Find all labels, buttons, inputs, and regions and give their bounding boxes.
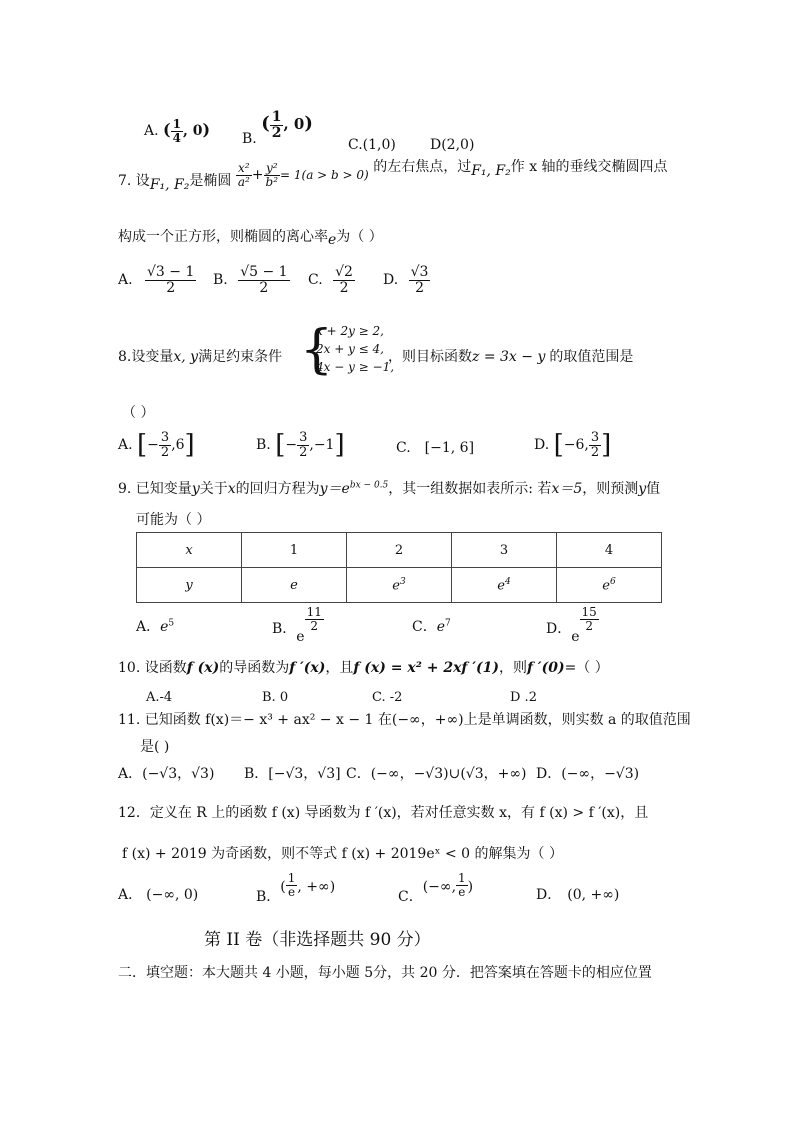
- q9-line2: 可能为（ ）: [136, 512, 211, 528]
- q7-option-c: C. $\frac{√2}{2}$: [308, 264, 353, 296]
- q11-line2: 是( ): [140, 739, 170, 755]
- table-row: [137, 533, 662, 568]
- q11-option-d: D．(−∞，−√3): [536, 766, 640, 782]
- q9-option-d: D．e $\frac{15}{2}$: [546, 605, 597, 646]
- section-2-title: 第 II 卷（非选择题共 90 分）: [204, 930, 431, 950]
- fill-in-heading: 二．填空题：本大题共 4 小题，每小题 5分，共 20 分．把答案填在答题卡的相应位置: [118, 965, 652, 981]
- q7-option-a: A. $\frac{√3 - 1}{2}$: [118, 264, 195, 296]
- q11-option-c: C．(−∞，−√3)∪(√3，+∞): [346, 766, 527, 782]
- q10-option-b: B. 0: [262, 690, 289, 705]
- q10-option-d: D .2: [510, 690, 537, 705]
- q8-option-a: A. [− $\frac{3}{2}$ ,6]: [118, 429, 195, 460]
- q12-line2: f (x) + 2019 为奇函数，则不等式 f (x) + 2019eˣ < 0 的解集为（ ）: [122, 846, 563, 862]
- table-cell: y: [137, 568, 242, 603]
- q11-option-b: B．[−√3，√3]: [244, 766, 341, 782]
- q7-option-b: B. $\frac{√5 - 1}{2}$: [213, 264, 288, 296]
- table-cell: 3: [452, 533, 557, 568]
- q8-answer-paren: （ ）: [122, 405, 155, 421]
- q12-option-b: B．( $\frac{1}{e}$ , +∞): [256, 871, 336, 906]
- table-cell: x: [137, 533, 242, 568]
- q12-option-d: D． (0, +∞): [536, 887, 620, 903]
- q9-option-b: B．e $\frac{11}{2}$: [272, 605, 322, 646]
- table-row: [137, 568, 662, 603]
- q12-option-c: C．(−∞, $\frac{1}{e}$ ): [398, 871, 474, 906]
- table-cell: e: [242, 568, 347, 603]
- table-cell: 4: [557, 533, 662, 568]
- q8-option-d: D. [−6, $\frac{3}{2}$ ]: [534, 429, 612, 460]
- q7-line2: 构成一个正方形，则椭圆的离心率e为（ ）: [118, 229, 383, 248]
- q8-option-c: C. [−1, 6]: [396, 440, 475, 456]
- q11-option-a: A．(−√3，√3): [118, 766, 215, 782]
- q6-option-a: A. ( $\frac{1}{4}$ , 0): [144, 117, 211, 145]
- q9-data-table: [136, 532, 662, 603]
- q10-option-c: C. -2: [372, 690, 403, 705]
- q6-option-d: D(2,0): [430, 137, 475, 153]
- q6-option-b: B. ( $\frac{1}{2}$ , 0): [242, 109, 313, 148]
- q9-option-c: C．$e^7$: [412, 618, 451, 635]
- table-cell: $e^3$: [347, 568, 452, 603]
- q7-stem: 7. 设F₁, F₂是椭圆 $\frac{\text{x²}}{\text{a²}}$ + $\frac{\text{y²}}{\text{b²}}$ = 1(a > b > 0) 的左右焦点，过F₁, F₂作 x 轴的垂线交椭圆四点: [118, 159, 668, 194]
- q9-option-a: A．$e^5$: [136, 618, 175, 635]
- q12-stem: 12．定义在 R 上的函数 f (x) 导函数为 f ′(x)，若对任意实数 x，有 f (x) > f ′(x)，且: [118, 805, 649, 821]
- q10-stem: 10. 设函数f (x)的导函数为f ′(x)，且f (x) = x² + 2xf ′(1)，则f ′(0)=（ ）: [118, 660, 609, 676]
- q11-stem: 11. 已知函数 f(x)＝− x³ + ax² − x − 1 在(−∞，+∞)上是单调函数，则实数 a 的取值范围: [118, 712, 691, 728]
- q8-stem-prefix: 8.设变量x, y满足约束条件: [118, 349, 283, 365]
- table-cell: 2: [347, 533, 452, 568]
- table-cell: 1: [242, 533, 347, 568]
- q10-option-a: A.-4: [146, 690, 173, 705]
- table-cell: $e^6$: [557, 568, 662, 603]
- q8-stem-suffix: ，则目标函数z = 3x − y 的取值范围是: [388, 349, 634, 365]
- q12-option-a: A． (−∞, 0): [118, 887, 199, 903]
- q6-option-c: C.(1,0): [348, 137, 396, 153]
- table-cell: $e^4$: [452, 568, 557, 603]
- q7-option-d: D. $\frac{√3}{2}$: [383, 264, 429, 296]
- q8-option-b: B. [− $\frac{3}{2}$ ,−1]: [256, 429, 345, 460]
- q9-stem: 9. 已知变量y关于x的回归方程为$y=e^{bx - 0.5}$，其一组数据如表所示: 若x＝5，则预测y值: [118, 480, 661, 497]
